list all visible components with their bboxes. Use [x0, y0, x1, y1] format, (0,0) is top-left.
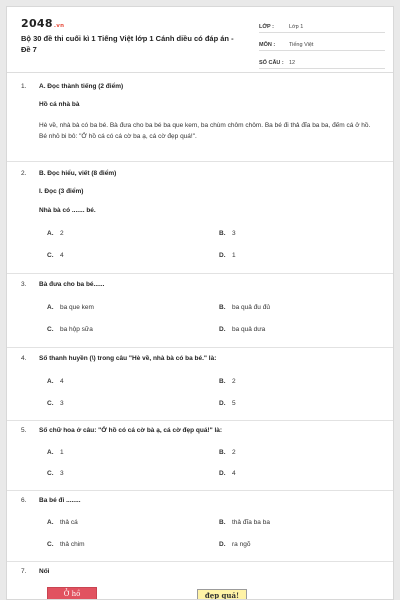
meta-value: Tiếng Việt	[289, 42, 314, 48]
question-title: Nối	[39, 568, 50, 575]
option-letter: C.	[47, 541, 54, 548]
question-title: Số thanh huyền (\) trong câu "Hè về, nhà bà có ba bé." là:	[39, 355, 217, 362]
divider	[7, 161, 393, 162]
meta-key: MÔN :	[259, 42, 276, 48]
option-letter: A.	[47, 449, 54, 456]
question-prompt: Nhà bà có ....... bé.	[39, 207, 96, 214]
option-a[interactable]	[47, 230, 64, 237]
logo-domain: .vn	[53, 23, 65, 29]
option-text: ba quả dưa	[232, 326, 266, 333]
option-letter: D.	[219, 541, 226, 548]
question-title: Bà đưa cho ba bé......	[39, 281, 105, 288]
option-letter: A.	[47, 378, 54, 385]
option-text: 4	[60, 252, 64, 259]
divider	[7, 420, 393, 421]
option-text: 1	[60, 449, 64, 456]
match-item-left[interactable]: Ở hồ	[47, 587, 97, 600]
option-d[interactable]	[219, 470, 236, 477]
option-text: ra ngõ	[232, 541, 251, 548]
option-c[interactable]	[47, 252, 64, 259]
option-c[interactable]	[47, 470, 64, 477]
option-letter: A.	[47, 230, 54, 237]
question-7-header	[21, 568, 49, 575]
question-1-header	[21, 83, 123, 90]
question-title: A. Đọc thành tiếng (2 điểm)	[39, 83, 124, 90]
section-subtitle: I. Đọc (3 điểm)	[39, 188, 84, 195]
option-letter: D.	[219, 326, 226, 333]
option-c[interactable]	[47, 541, 85, 548]
question-6-header	[21, 497, 81, 504]
option-b[interactable]	[219, 449, 236, 456]
meta-row-subject	[259, 36, 385, 51]
option-text: ba quả đu đủ	[232, 304, 270, 311]
option-letter: B.	[219, 304, 226, 311]
divider	[7, 490, 393, 491]
question-number: 7.	[21, 568, 27, 575]
option-letter: C.	[47, 470, 54, 477]
meta-row-count	[259, 54, 385, 69]
option-text: 3	[60, 470, 64, 477]
document-title: Bộ 30 đề thi cuối kì 1 Tiếng Việt lớp 1 Cánh diều có đáp án - Đề 7	[21, 34, 234, 54]
option-text: ba que kem	[60, 304, 94, 311]
option-b[interactable]	[219, 304, 270, 311]
question-number: 5.	[21, 427, 27, 434]
meta-row-class	[259, 18, 385, 33]
option-letter: A.	[47, 304, 54, 311]
option-text: 2	[60, 230, 64, 237]
option-text: 2	[232, 378, 236, 385]
option-a[interactable]	[47, 519, 78, 526]
question-number: 6.	[21, 497, 27, 504]
option-d[interactable]	[219, 326, 265, 333]
option-text: thả đĩa ba ba	[232, 519, 270, 526]
option-letter: C.	[47, 400, 54, 407]
option-letter: D.	[219, 252, 226, 259]
question-number: 1.	[21, 83, 27, 90]
divider	[7, 561, 393, 562]
option-text: 4	[60, 378, 64, 385]
match-item-right[interactable]: đẹp quá!	[197, 589, 247, 600]
option-c[interactable]	[47, 400, 64, 407]
divider	[7, 273, 393, 274]
option-letter: C.	[47, 252, 54, 259]
option-text: ba hộp sữa	[60, 326, 93, 333]
option-letter: D.	[219, 400, 226, 407]
question-number: 4.	[21, 355, 27, 362]
passage-text: Hè về, nhà bà có ba bé. Bà đưa cho ba bé ba que kem, ba chùm chôm chôm. Ba bé đi thả đĩa ba ba, đếm cá ở hồ. Bé nhỏ bi bô: "Ở hồ cá có cá cờ ba ạ, cá cờ đẹp quá!".	[39, 122, 371, 140]
logo-main: 2048	[21, 17, 53, 30]
option-d[interactable]	[219, 400, 236, 407]
option-b[interactable]	[219, 519, 270, 526]
question-title: Số chữ hoa ở câu: "Ở hồ có cá cờ bà ạ, cá cờ đẹp quá!" là:	[39, 427, 223, 434]
option-a[interactable]	[47, 449, 64, 456]
question-number: 3.	[21, 281, 27, 288]
option-text: 3	[60, 400, 64, 407]
option-d[interactable]	[219, 541, 250, 548]
option-text: 2	[232, 449, 236, 456]
option-letter: B.	[219, 378, 226, 385]
option-letter: B.	[219, 519, 226, 526]
option-a[interactable]	[47, 304, 94, 311]
option-letter: B.	[219, 230, 226, 237]
option-text: 4	[232, 470, 236, 477]
option-text: 1	[232, 252, 236, 259]
question-title: Ba bé đi ........	[39, 497, 81, 504]
question-4-header	[21, 355, 216, 362]
passage-title: Hồ cá nhà bà	[39, 101, 80, 108]
meta-value: Lớp 1	[289, 24, 304, 30]
question-number: 2.	[21, 170, 27, 177]
option-letter: B.	[219, 449, 226, 456]
option-letter: C.	[47, 326, 54, 333]
divider	[7, 347, 393, 348]
site-logo[interactable]	[21, 17, 64, 30]
option-text: thả chim	[60, 541, 85, 548]
option-letter: D.	[219, 470, 226, 477]
option-text: 5	[232, 400, 236, 407]
document-header	[7, 7, 393, 73]
question-2-header	[21, 170, 116, 177]
option-b[interactable]	[219, 230, 236, 237]
option-c[interactable]	[47, 326, 93, 333]
meta-key: LỚP :	[259, 24, 274, 30]
question-3-header	[21, 281, 104, 288]
option-text: 3	[232, 230, 236, 237]
option-d[interactable]	[219, 252, 236, 259]
exam-page	[6, 6, 394, 600]
option-text: thả cá	[60, 519, 78, 526]
option-b[interactable]	[219, 378, 236, 385]
meta-key: SỐ CÂU :	[259, 60, 284, 66]
question-title: B. Đọc hiểu, viết (8 điểm)	[39, 170, 117, 177]
meta-value: 12	[289, 60, 296, 66]
option-letter: A.	[47, 519, 54, 526]
meta-box	[259, 18, 385, 72]
question-5-header	[21, 427, 222, 434]
option-a[interactable]	[47, 378, 64, 385]
